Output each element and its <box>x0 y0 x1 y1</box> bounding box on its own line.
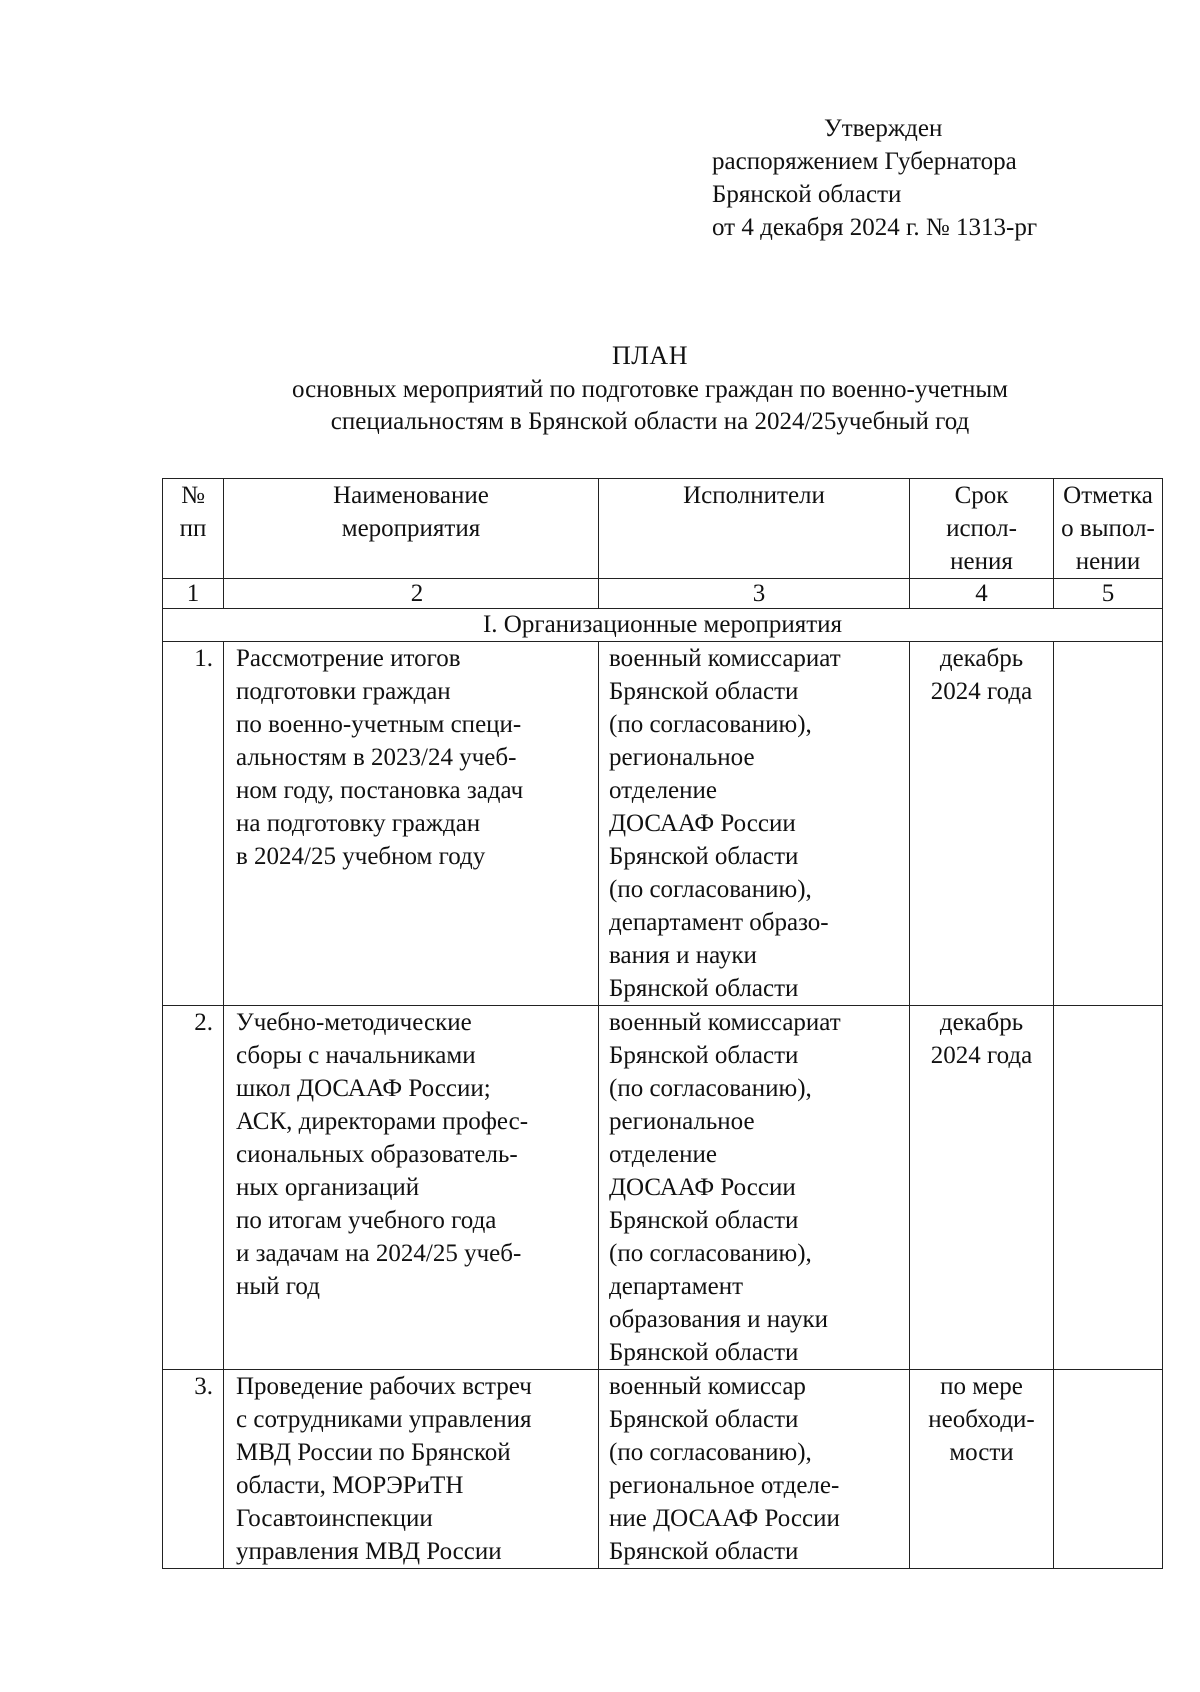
table-row <box>163 642 1163 1006</box>
section-heading: I. Организационные мероприятия <box>163 609 1163 642</box>
row-number: 1. <box>163 642 224 1006</box>
header-number: № пп <box>163 479 224 579</box>
plan-table <box>162 478 1163 1569</box>
row-mark <box>1054 1370 1163 1569</box>
col-number-5: 5 <box>1054 579 1163 609</box>
approval-title: Утвержден <box>824 115 943 142</box>
document-title <box>160 340 1140 438</box>
title-line-1: основных мероприятий по подготовке граждан по военно-учетным <box>292 376 1008 403</box>
col-number-3: 3 <box>599 579 910 609</box>
row-event-name: Рассмотрение итогов подготовки граждан по военно-учетным специ- альностям в 2023/24 учеб- ном году, постановка задач на подготовку граждан в 2024/25 учебном году <box>224 642 599 1006</box>
col-number-4: 4 <box>910 579 1054 609</box>
row-term: декабрь 2024 года <box>910 642 1054 1006</box>
table-header-row <box>163 479 1163 579</box>
section-row <box>163 609 1163 642</box>
approval-date-number: от 4 декабря 2024 г. № 1313-рг <box>712 214 1038 241</box>
col-number-2: 2 <box>224 579 599 609</box>
header-name: Наименование мероприятия <box>224 479 599 579</box>
table-numbering-row <box>163 579 1163 609</box>
row-event-name: Учебно-методические сборы с начальниками школ ДОСААФ России; АСК, директорами профес- сиональных образователь- ных организаций по итогам учебного года и задачам на 2024/25 учеб- ный год <box>224 1006 599 1370</box>
row-term: декабрь 2024 года <box>910 1006 1054 1370</box>
title-plan: ПЛАН <box>612 341 688 370</box>
table-row <box>163 1370 1163 1569</box>
row-mark <box>1054 1006 1163 1370</box>
header-mark: Отметка о выпол- нении <box>1054 479 1163 579</box>
row-executors: военный комиссар Брянской области (по согласованию), региональное отделе- ние ДОСААФ России Брянской области <box>599 1370 910 1569</box>
header-term: Срок испол- нения <box>910 479 1054 579</box>
row-event-name: Проведение рабочих встреч с сотрудниками управления МВД России по Брянской области, МОРЭРиТН Госавтоинспекции управления МВД России <box>224 1370 599 1569</box>
approval-stamp <box>712 112 1037 244</box>
row-number: 2. <box>163 1006 224 1370</box>
row-executors: военный комиссариат Брянской области (по согласованию), региональное отделение ДОСААФ России Брянской области (по согласованию), департамент образования и науки Брянской области <box>599 1006 910 1370</box>
row-number: 3. <box>163 1370 224 1569</box>
row-term: по мере необходи- мости <box>910 1370 1054 1569</box>
row-executors: военный комиссариат Брянской области (по согласованию), региональное отделение ДОСААФ России Брянской области (по согласованию), департамент образо- вания и науки Брянской области <box>599 642 910 1006</box>
col-number-1: 1 <box>163 579 224 609</box>
approval-region: Брянской области <box>712 181 902 208</box>
table-row <box>163 1006 1163 1370</box>
header-executors: Исполнители <box>599 479 910 579</box>
title-line-2: специальностям в Брянской области на 2024/25учебный год <box>330 408 970 435</box>
row-mark <box>1054 642 1163 1006</box>
approval-by-order: распоряжением Губернатора <box>712 148 1017 175</box>
